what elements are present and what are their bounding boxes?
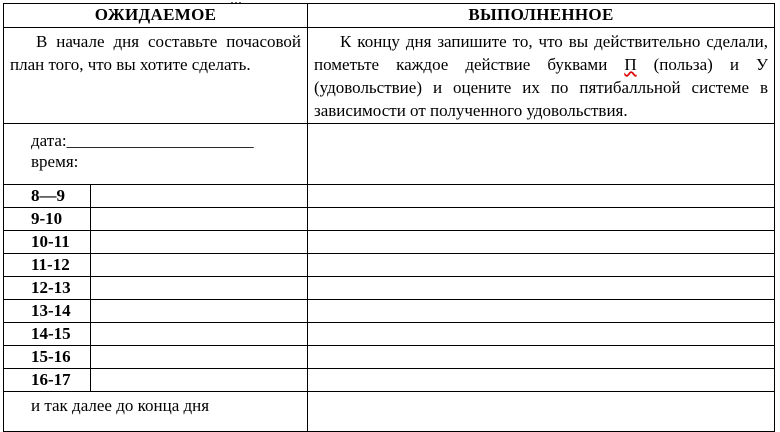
done-cell	[308, 277, 775, 300]
date-time-cell	[4, 124, 308, 185]
done-instructions-part1: К концу дня запишите то, что вы действительно сделали, пометьте каждое действие буквами	[314, 32, 769, 74]
expected-cell	[91, 208, 308, 231]
expected-cell	[91, 369, 308, 392]
hour-label: 16-17	[4, 369, 91, 392]
done-cell	[308, 231, 775, 254]
hour-row	[4, 231, 775, 254]
expected-cell	[91, 277, 308, 300]
hour-label: 14-15	[4, 323, 91, 346]
done-instructions	[308, 28, 775, 124]
done-cell	[308, 323, 775, 346]
hour-row	[4, 208, 775, 231]
hour-label: 11-12	[4, 254, 91, 277]
expected-cell	[91, 185, 308, 208]
hour-row	[4, 254, 775, 277]
expected-cell	[91, 323, 308, 346]
done-header: ВЫПОЛНЕННОЕ	[308, 4, 775, 28]
header-row	[4, 4, 775, 28]
done-instructions-part2: (польза) и У (удовольствие) и оцените их по пятибалльной системе в зависимости от полученного удовольствия.	[314, 55, 769, 120]
date-row	[4, 124, 775, 185]
hour-label: 8—9	[4, 185, 91, 208]
hour-row	[4, 300, 775, 323]
instructions-row	[4, 28, 775, 124]
hour-label: 15-16	[4, 346, 91, 369]
done-cell	[308, 185, 775, 208]
expected-cell	[91, 346, 308, 369]
cut-off-text-above	[230, 0, 242, 9]
done-cell	[308, 300, 775, 323]
expected-cell	[91, 231, 308, 254]
expected-cell	[91, 254, 308, 277]
expected-instructions: В начале дня составьте почасовой план того, что вы хотите сделать.	[4, 28, 308, 124]
hour-label: 9-10	[4, 208, 91, 231]
footer-note: и так далее до конца дня	[4, 392, 308, 432]
done-letter-p: П	[624, 55, 637, 74]
hour-row	[4, 369, 775, 392]
daily-plan-table	[3, 3, 775, 432]
hour-label: 13-14	[4, 300, 91, 323]
expected-header: ОЖИДАЕМОЕ	[4, 4, 308, 28]
expected-cell	[91, 300, 308, 323]
date-done-cell	[308, 124, 775, 185]
hour-row	[4, 323, 775, 346]
hour-row	[4, 185, 775, 208]
done-cell	[308, 208, 775, 231]
hour-label: 12-13	[4, 277, 91, 300]
done-cell	[308, 369, 775, 392]
done-cell	[308, 346, 775, 369]
done-cell	[308, 254, 775, 277]
time-label: время:	[31, 152, 79, 171]
hour-label: 10-11	[4, 231, 91, 254]
hour-row	[4, 277, 775, 300]
hour-row	[4, 346, 775, 369]
date-label: дата:______________________	[31, 131, 254, 150]
